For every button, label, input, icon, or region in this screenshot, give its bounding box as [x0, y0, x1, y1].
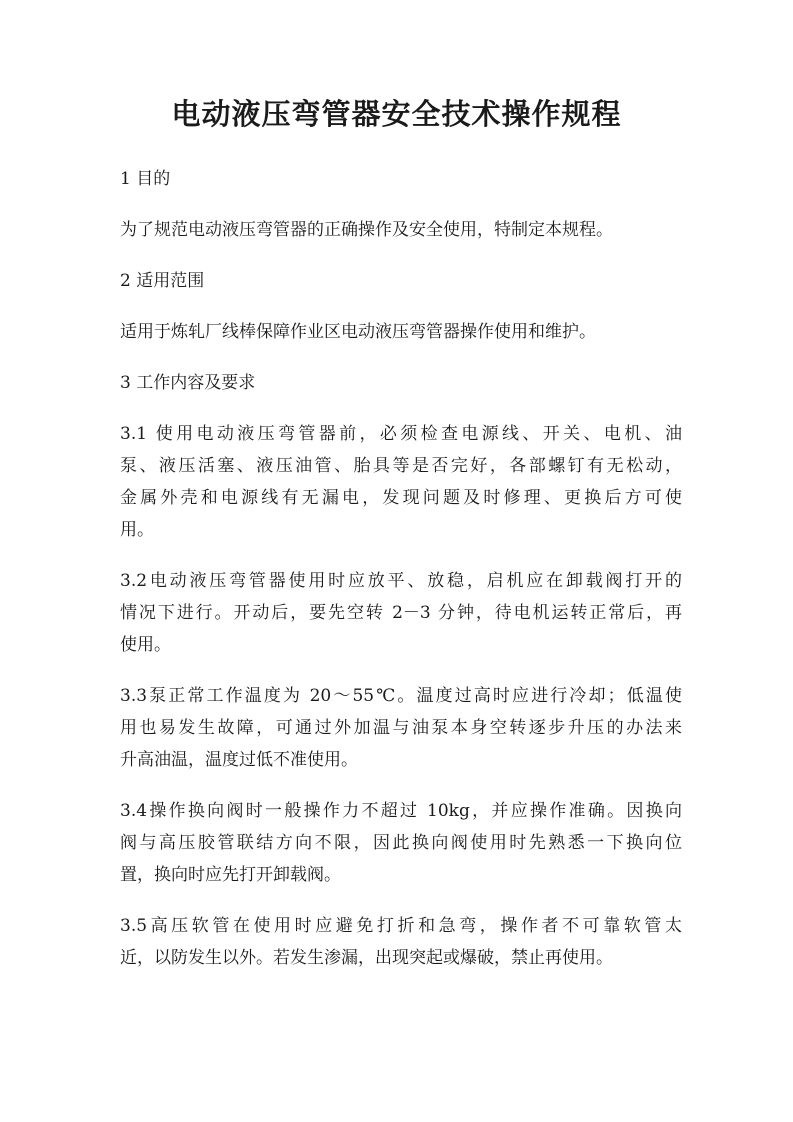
- document-body: [120, 163, 682, 993]
- text-line: 3.2电动液压弯管器使用时应放平、放稳，启机应在卸载阀打开的: [120, 571, 682, 591]
- text-line: 3.1 使用电动液压弯管器前，必须检查电源线、开关、电机、油: [120, 424, 682, 444]
- clause-3-2: [120, 565, 682, 661]
- text-line: 2 适用范围: [120, 271, 205, 291]
- clause-3-3: [120, 680, 682, 776]
- text-line: 金属外壳和电源线有无漏电，发现问题及时修理、更换后方可使: [120, 488, 682, 508]
- text-line: 用也易发生故障，可通过外加温与油泵本身空转逐步升压的办法来: [120, 718, 682, 738]
- text-line: 置，换向时应先打开卸载阀。: [120, 865, 341, 885]
- clause-3-5: [120, 910, 682, 974]
- text-line: 为了规范电动液压弯管器的正确操作及安全使用，特制定本规程。: [120, 220, 613, 240]
- text-line: 使用。: [120, 635, 171, 655]
- scope-paragraph: [120, 316, 682, 348]
- text-line: 阀与高压胶管联结方向不限，因此换向阀使用时先熟悉一下换向位: [120, 833, 682, 853]
- clause-3-4: [120, 795, 682, 891]
- clause-3-1: [120, 418, 682, 546]
- section-heading-requirements: [120, 367, 682, 399]
- text-line: 用。: [120, 520, 154, 540]
- text-line: 1 目的: [120, 169, 171, 189]
- text-line: 3.3泵正常工作温度为 20～55℃。温度过高时应进行冷却；低温使: [120, 686, 682, 706]
- text-line: 近，以防发生以外。若发生渗漏，出现突起或爆破，禁止再使用。: [120, 948, 613, 968]
- text-line: 泵、液压活塞、液压油管、胎具等是否完好，各部螺钉有无松动，: [120, 456, 682, 476]
- section-heading-purpose: [120, 163, 682, 195]
- document-title: 电动液压弯管器安全技术操作规程: [171, 97, 622, 131]
- text-line: 情况下进行。开动后，要先空转 2－3 分钟，待电机运转正常后，再: [120, 603, 682, 623]
- text-line: 3.5高压软管在使用时应避免打折和急弯，操作者不可靠软管太: [120, 916, 682, 936]
- text-line: 3 工作内容及要求: [120, 373, 256, 393]
- section-heading-scope: [120, 265, 682, 297]
- text-line: 3.4操作换向阀时一般操作力不超过 10kg，并应操作准确。因换向: [120, 801, 682, 821]
- purpose-paragraph: [120, 214, 682, 246]
- text-line: 升高油温，温度过低不准使用。: [120, 750, 358, 770]
- text-line: 适用于炼轧厂线棒保障作业区电动液压弯管器操作使用和维护。: [120, 322, 596, 342]
